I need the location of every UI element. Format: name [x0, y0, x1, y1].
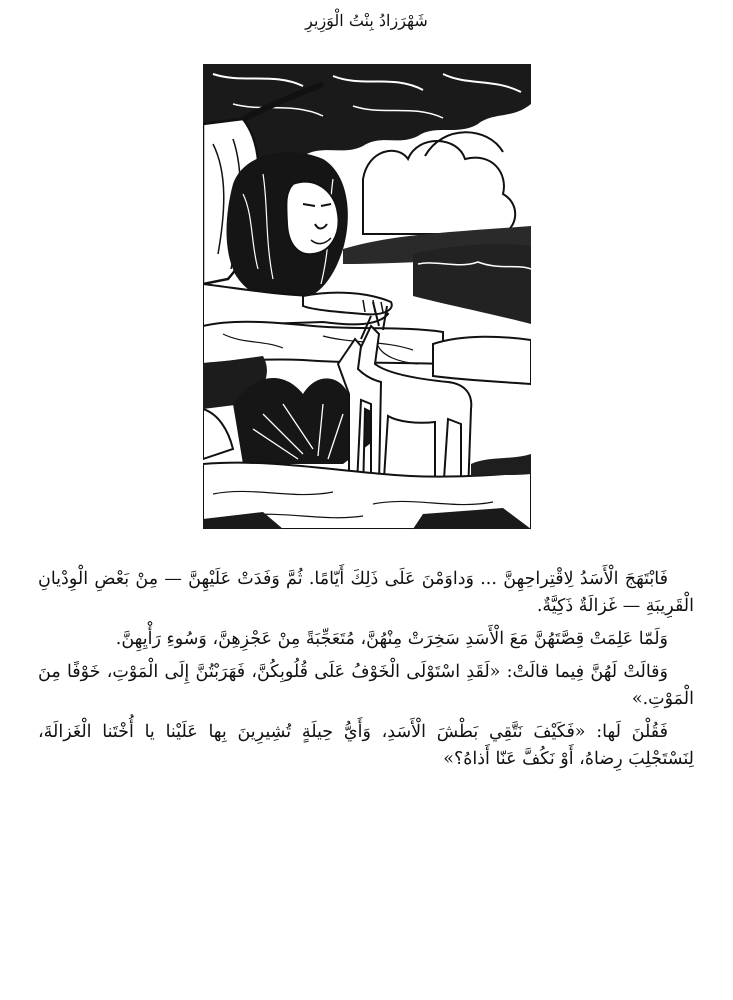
paragraph-2: وَلَمّا عَلِمَتْ قِصَّتَهُنَّ مَعَ الْأَسَدِ سَخِرَتْ مِنْهُنَّ، مُتَعَجِّبَةً مِنْ عَجْزِهِنَّ، وَسُوءِ رَأْيِهِنَّ. [115, 629, 668, 649]
running-header [0, 8, 733, 34]
paragraph-4: فَقُلْنَ لَها: «فَكَيْفَ نَتَّقِي بَطْشَ الْأَسَدِ، وَأَيُّ حِيلَةٍ تُشِيرِينَ بِها عَلَيْنا يا أُخْتَنا الْغَزالَةَ، لِنَسْتَجْلِبَ رِضاهُ، أَوْ نَكُفَّ عَنّا أَذاهُ؟» [38, 722, 694, 769]
paragraph-3: وَقالَتْ لَهُنَّ فِيما قالَتْ: «لَقَدِ اسْتَوْلَى الْخَوْفُ عَلَى قُلُوبِكُنَّ، فَهَرَبْتُنَّ إِلَى الْمَوْتِ، خَوْفًا مِنَ الْمَوْتِ.» [38, 662, 694, 709]
lion-gazelle-drawing-icon [203, 64, 531, 529]
story-text [38, 566, 694, 779]
running-title: شَهْرَزادُ بِنْتُ الْوَزِيرِ [305, 11, 428, 30]
lion-and-gazelles-illustration [203, 64, 531, 529]
paragraph-1: فَابْتَهَجَ الْأَسَدُ لِاقْتِراحِهِنَّ ... وَداوَمْنَ عَلَى ذَلِكَ أَيّامًا. ثُمَّ وَفَدَتْ عَلَيْهِنَّ — مِنْ بَعْضِ الْوِدْيانِ الْقَرِيبَةِ — غَزالَةٌ ذَكِيَّةٌ. [38, 569, 694, 616]
